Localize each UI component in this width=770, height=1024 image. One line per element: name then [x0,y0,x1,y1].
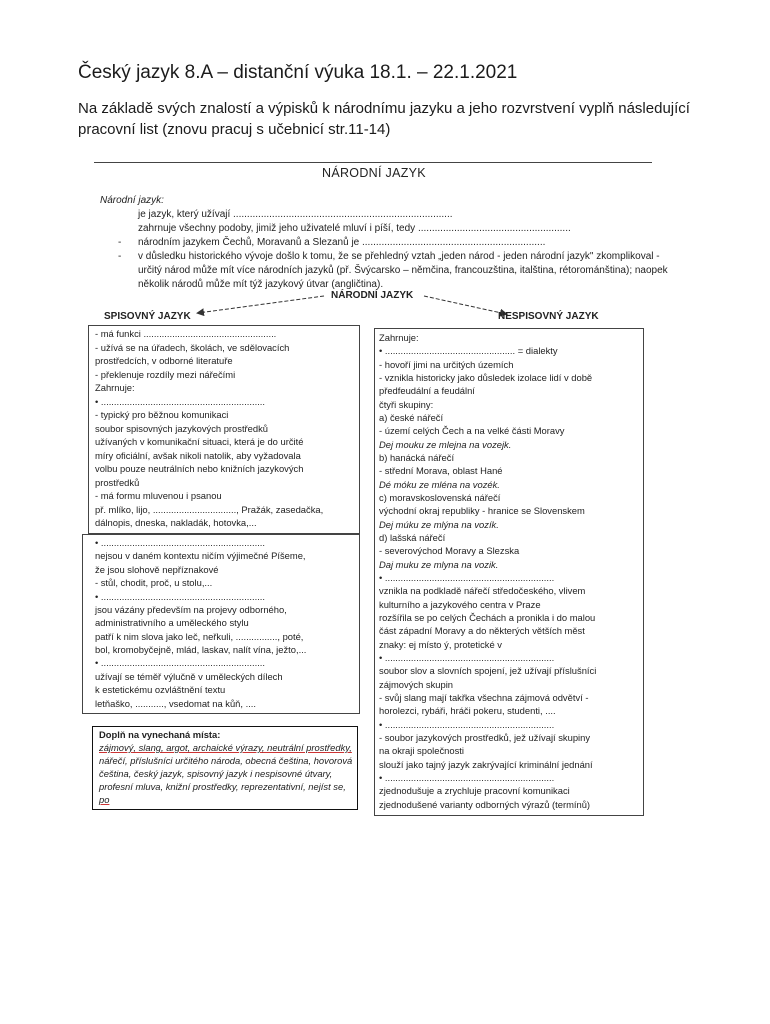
left-top-line: • ............................................................... [95,395,265,407]
arrow-left [198,296,324,313]
right-line: - hovoří jimi na určitých územích [379,358,514,370]
right-line: rozšířila se po celých Čechách a pronikla i do malou [379,612,596,623]
definition-label: Národní jazyk: [100,195,164,206]
right-line: Daj muku ze mlyna na vozik. [379,558,499,570]
left-mid-line: - stůl, chodit, proč, u stolu,... [95,577,213,589]
left-top-line: - užívá se na úřadech, školách, ve sdělovacích [95,341,290,353]
left-mid-line: • ............................................................... [95,657,265,669]
right-line: b) hanácká nářečí [379,452,455,463]
arrow-right [424,296,506,314]
center-label: NÁRODNÍ JAZYK [331,290,414,301]
right-line: Dej múku ze mlýna na vozík. [379,518,499,530]
definition-line: několik národů může mít týž jazykový útvar (angličtina). [138,279,384,290]
right-line: c) moravskoslovenská nářečí [379,492,501,503]
intro-instruction: Na základě svých znalostí a výpisků k národnímu jazyku a jeho rozvrstvení vyplň následující pracovní list (znovu pracuj s učebnicí str.11-14) [78,100,690,138]
right-line: vznikla na podkladě nářečí středočeského, vlivem [379,585,586,597]
fill-in-line: po [99,794,110,805]
definition-line: národním jazykem Čechů, Moravanů a Slezanů je .................................................................. [138,237,546,248]
right-line: Zahrnuje: [379,332,419,343]
left-mid-line: užívají se téměř výlučně v uměleckých dílech [95,670,283,682]
left-mid-line: k estetickému ozvláštnění textu [95,684,226,696]
right-line: - soubor jazykových prostředků, jež užívají skupiny [379,732,591,743]
right-line: • ................................................................. [379,772,555,783]
left-top-line: - má formu mluvenou i psanou [95,490,222,502]
left-top-line: dálnopis, dneska, nakladák, hotovka,... [95,517,257,529]
right-line: znaky: ej místo ý, protetické v [379,638,502,650]
left-mid-line: bol, kromobyčejně, mlád, laskav, nalít vína, ježto,... [95,644,307,656]
fill-in-box [92,726,358,810]
right-line: zjednodušené varianty odborných výrazů (termínů) [379,798,591,810]
right-line: • .................................................. = dialekty [379,345,558,357]
left-top-box [88,325,360,534]
right-line: zjednodušuje a zrychluje pracovní komunikaci [379,785,570,797]
left-mid-line: letňaško, ..........., vsedomat na kůň, .... [95,697,257,709]
right-line: horolezci, rybáři, hráči pokeru, studenti, .... [379,705,556,717]
definition-dash: - [118,251,122,262]
left-mid-line: nejsou v daném kontextu ničím výjimečné Píšeme, [95,550,306,562]
right-line: a) české nářečí [379,412,444,423]
right-line: čtyři skupiny: [379,398,434,410]
right-line: - svůj slang mají takřka všechna zájmová odvětví - [379,692,589,703]
left-top-line: př. mlíko, lijo, ................................, Pražák, zasedačka, [95,503,324,515]
right-header: NESPISOVNÝ JAZYK [498,311,599,322]
fill-in-line: profesní mluva, knižní prostředky, reprezentativní, nejíst se, [99,781,346,792]
left-top-line: míry oficiální, avšak nikoli natolik, aby vyžadovala [95,449,301,461]
right-line: - vznikla historicky jako důsledek izolace lidí v době [379,372,593,383]
right-line: na okraji společnosti [379,745,464,757]
left-mid-line: administrativního a uměleckého stylu [95,617,249,629]
left-top-line: soubor spisovných jazykových prostředků [95,422,268,434]
definition-dash: - [118,237,122,248]
left-top-line: volbu pouze neutrálních nebo knižních jazykových [95,463,304,475]
worksheet-title: NÁRODNÍ JAZYK [322,166,426,180]
left-top-line: prostředcích, v odborné literatuře [95,355,233,367]
right-line: • ................................................................. [379,652,555,663]
right-line: - území celých Čech a na velké části Moravy [379,425,565,437]
right-line: kulturního a jazykového centra v Praze [379,598,541,610]
right-line: • ................................................................. [379,718,555,730]
left-top-line: - má funkci ................................................... [95,328,277,339]
right-line: soubor slov a slovních spojení, jež užívají příslušníci [379,665,597,677]
left-mid-line: že jsou slohově nepříznakové [95,563,219,575]
right-box [374,328,644,816]
right-line: - střední Morava, oblast Hané [379,465,503,477]
definition-line: je jazyk, který užívají ............................................................................... [138,209,453,220]
left-mid-line: jsou vázány především na projevy odborného, [95,603,287,615]
right-line: východní okraj republiky - hranice se Slovenskem [379,505,585,517]
right-line: zájmových skupin [379,678,453,690]
left-mid-line: patří k nim slova jako leč, neřkuli, ................, poté, [95,630,304,642]
fill-in-title: Doplň na vynechaná místa: [99,729,221,740]
right-line: - severovýchod Moravy a Slezska [379,545,520,557]
left-top-line: užívaných v komunikační situaci, která je do určité [95,436,304,448]
definition-line: v důsledku historického vývoje došlo k tomu, že se přehledný vztah „jeden národ - jeden národní jazyk" zkomplikoval - [138,251,660,262]
left-top-line: - typický pro běžnou komunikaci [95,409,229,421]
definition-line: určitý národ může mít více národních jazyků (př. Švýcarsko – němčina, francouzština, italština, rétorománština); naopek [138,265,668,276]
right-line: část západní Moravy a do některých větších měst [379,625,585,637]
left-top-line: - překlenuje rozdíly mezi nářečími [95,368,236,380]
left-top-line: prostředků [95,476,140,488]
left-header: SPISOVNÝ JAZYK [104,311,191,322]
fill-in-line: čeština, český jazyk, spisovný jazyk i nespisovné útvary, [99,768,333,779]
right-line: Dé móku ze mléna na vozék. [379,478,500,490]
page-heading: Český jazyk 8.A – distanční výuka 18.1. – 22.1.2021 [78,62,518,83]
fill-in-line: zájmový, slang, argot, archaické výrazy, neutrální prostředky, [99,742,352,753]
right-line: slouží jako tajný jazyk zakrývající kriminální jednání [379,758,593,770]
right-line: Dej mouku ze mlejna na vozejk. [379,438,512,450]
fill-in-line: nářečí, příslušníci určitého národa, obecná čeština, hovorová [99,755,353,766]
left-mid-line: • ............................................................... [95,537,265,548]
left-top-line: Zahrnuje: [95,382,135,394]
right-line: d) lašská nářečí [379,532,446,543]
worksheet-image [86,158,668,818]
definition-line: zahrnuje všechny podoby, jimiž jeho uživatelé mluví i píší, tedy ....................................................... [138,223,571,234]
right-line: • ................................................................. [379,572,555,583]
left-mid-box [82,534,360,714]
right-line: předfeudální a feudální [379,385,475,397]
left-mid-line: • ............................................................... [95,590,265,602]
